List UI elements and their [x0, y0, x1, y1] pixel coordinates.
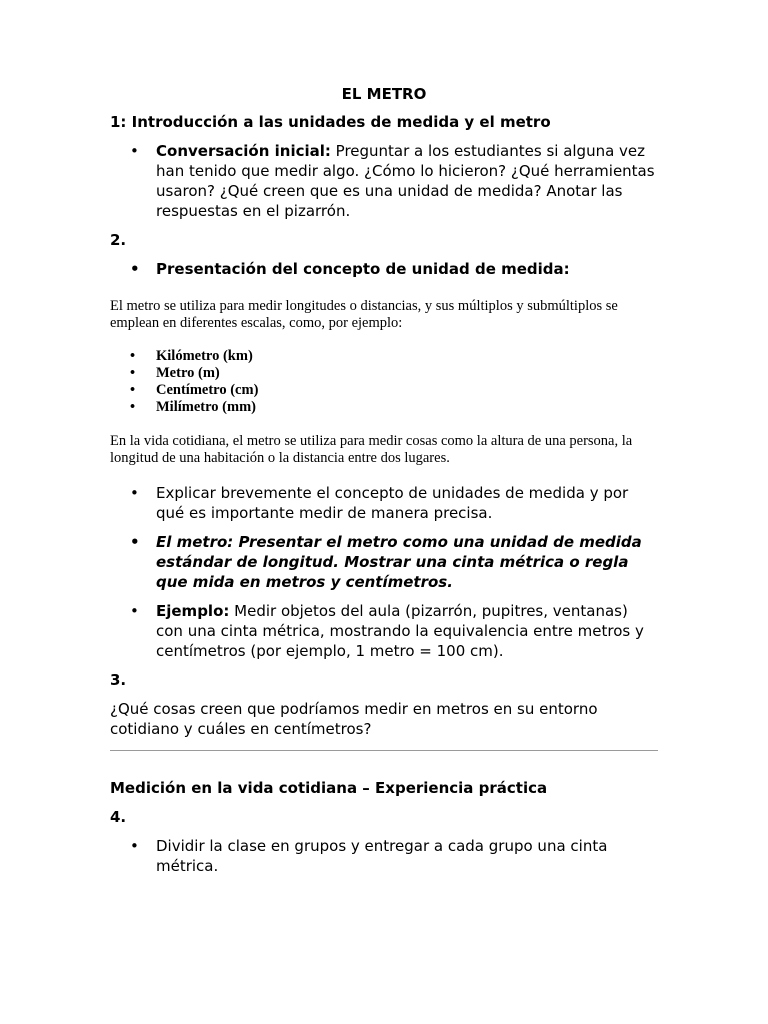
list-item-explicar: • Explicar brevemente el concepto de unidades de medida y por qué es importante medir de manera precisa. — [110, 483, 658, 523]
conversacion-text: Preguntar a los estudiantes si alguna vez han tenido que medir algo. ¿Cómo lo hicieron? ¿Qué herramientas usaron? ¿Qué creen que es una unidad de medida? Anotar las respuestas en el pizarrón. — [156, 142, 655, 220]
section-2-bullets — [110, 483, 658, 661]
ejemplo-text: Medir objetos del aula (pizarrón, pupitres, ventanas) con una cinta métrica, mostrando la equivalencia entre metros y centímetros (por ejemplo, 1 metro = 100 cm). — [156, 602, 644, 660]
section-4-list — [110, 836, 658, 876]
section-1-heading: 1: Introducción a las unidades de medida y el metro — [110, 113, 551, 131]
document-page — [110, 84, 658, 876]
metro-paragraph: El metro se utiliza para medir longitudes o distancias, y sus múltiplos y submúltiplos se emplean en diferentes escalas, como, por ejemplo: — [110, 298, 618, 331]
ejemplo-label: Ejemplo: — [156, 602, 230, 620]
section-3-number: 3. — [110, 671, 127, 689]
horizontal-divider — [110, 750, 658, 751]
units-list — [110, 348, 658, 416]
unit-item-km: • Kilómetro (km) — [110, 348, 658, 365]
list-item-presentacion: • Presentación del concepto de unidad de medida: — [110, 259, 658, 279]
unit-item-mm: • Milímetro (mm) — [110, 399, 658, 416]
document-title: EL METRO — [341, 85, 427, 103]
unit-item-cm: • Centímetro (cm) — [110, 382, 658, 399]
section-4-number: 4. — [110, 808, 127, 826]
conversacion-label: Conversación inicial: — [156, 142, 331, 160]
section-2-number: 2. — [110, 231, 127, 249]
list-item-ejemplo — [110, 601, 658, 661]
section-4-heading: Medición en la vida cotidiana – Experiencia práctica — [110, 779, 548, 797]
list-item-conversacion — [110, 141, 658, 221]
unit-item-m: • Metro (m) — [110, 365, 658, 382]
cotidiana-paragraph: En la vida cotidiana, el metro se utiliza para medir cosas como la altura de una persona, la longitud de una habitación o la distancia entre dos lugares. — [110, 433, 633, 466]
list-item-dividir: • Dividir la clase en grupos y entregar a cada grupo una cinta métrica. — [110, 836, 658, 876]
section-3-question: ¿Qué cosas creen que podríamos medir en metros en su entorno cotidiano y cuáles en centímetros? — [110, 700, 598, 738]
section-1-list — [110, 141, 658, 221]
section-2-list — [110, 259, 658, 279]
list-item-el-metro: • El metro: Presentar el metro como una unidad de medida estándar de longitud. Mostrar una cinta métrica o regla que mida en metros y centímetros. — [110, 532, 658, 592]
